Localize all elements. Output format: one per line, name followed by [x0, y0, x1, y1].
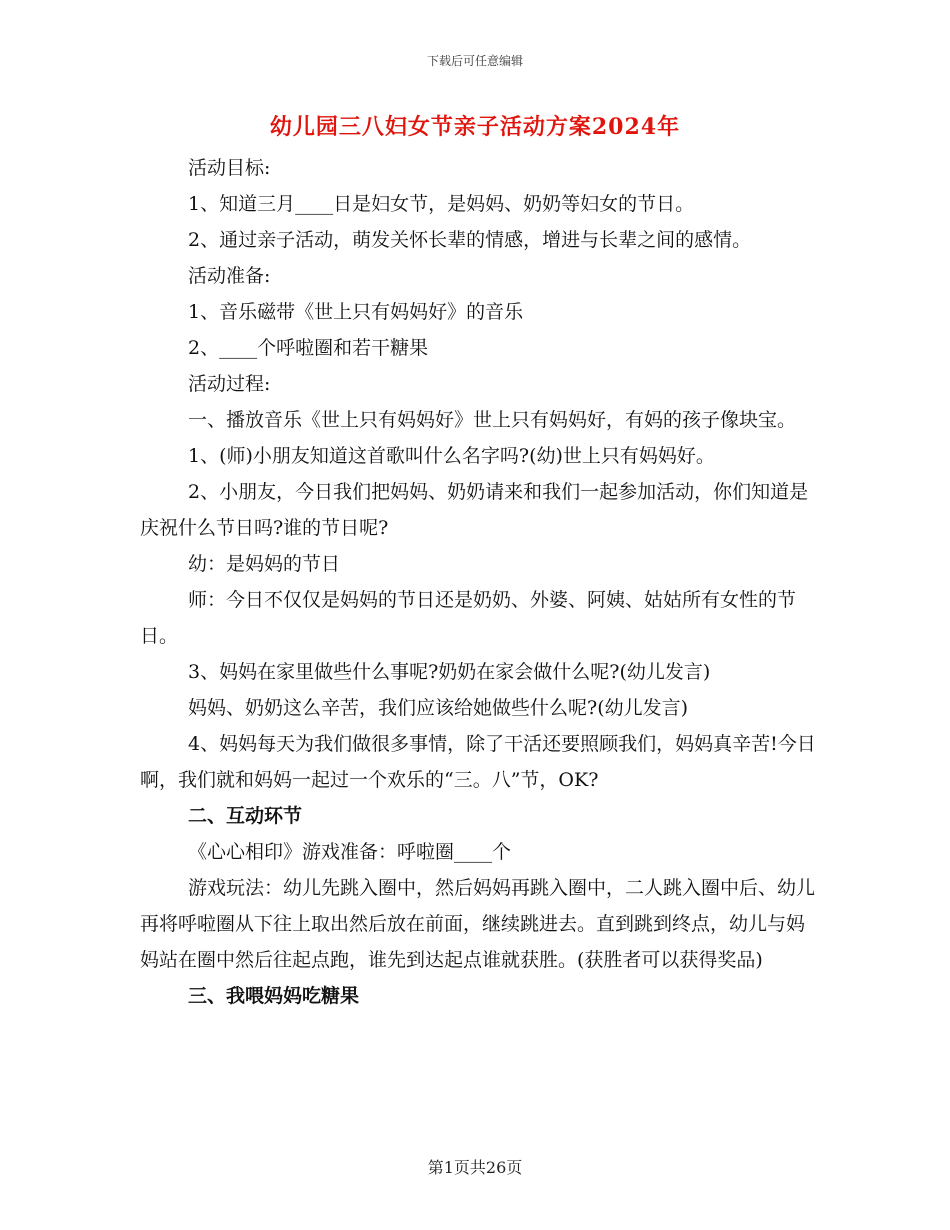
paragraph: 3、妈妈在家里做些什么事呢?奶奶在家会做什么呢?(幼儿发言) — [188, 661, 711, 683]
paragraph: 活动过程: — [188, 373, 271, 395]
paragraph: 游戏玩法：幼儿先跳入圈中，然后妈妈再跳入圈中，二人跳入圈中后、幼儿再将呼啦圈从下往上取出然后放在前面，继续跳进去。直到跳到终点，幼儿与妈妈站在圈中然后往起点跑，谁先到达起点谁就获胜。(获胜者可以获得奖品) — [140, 877, 816, 971]
paragraph: 2、小朋友，今日我们把妈妈、奶奶请来和我们一起参加活动，你们知道是庆祝什么节日吗?谁的节日呢? — [140, 481, 809, 539]
document-body — [140, 150, 820, 1014]
paragraph: 幼：是妈妈的节日 — [188, 553, 341, 575]
document-title: 幼儿园三八妇女节亲子活动方案2024年 — [269, 114, 681, 140]
paragraph: 1、知道三月____日是妇女节，是妈妈、奶奶等妇女的节日。 — [188, 193, 695, 215]
section-heading: 二、互动环节 — [188, 805, 303, 827]
paragraph: 一、播放音乐《世上只有妈妈好》世上只有妈妈好，有妈的孩子像块宝。 — [188, 409, 797, 431]
paragraph: 1、音乐磁带《世上只有妈妈好》的音乐 — [188, 301, 524, 323]
paragraph: 活动准备: — [188, 265, 271, 287]
paragraph: 1、(师)小朋友知道这首歌叫什么名字吗?(幼)世上只有妈妈好。 — [188, 445, 715, 467]
paragraph: 《心心相印》游戏准备：呼啦圈____个 — [188, 841, 512, 863]
paragraph: 活动目标: — [188, 157, 271, 179]
section-heading: 三、我喂妈妈吃糖果 — [188, 985, 360, 1007]
paragraph: 妈妈、奶奶这么辛苦，我们应该给她做些什么呢?(幼儿发言) — [188, 697, 689, 719]
paragraph: 2、____个呼啦圈和若干糖果 — [188, 337, 429, 359]
paragraph: 师：今日不仅仅是妈妈的节日还是奶奶、外婆、阿姨、姑姑所有女性的节日。 — [140, 589, 797, 647]
paragraph: 4、妈妈每天为我们做很多事情，除了干活还要照顾我们，妈妈真辛苦!今日啊，我们就和妈妈一起过一个欢乐的“三。八”节，OK? — [140, 733, 816, 791]
paragraph: 2、通过亲子活动，萌发关怀长辈的情感，增进与长辈之间的感情。 — [188, 229, 752, 251]
page-number-footer: 第1页共26页 — [427, 1158, 523, 1177]
header-note: 下载后可任意编辑 — [426, 54, 523, 68]
